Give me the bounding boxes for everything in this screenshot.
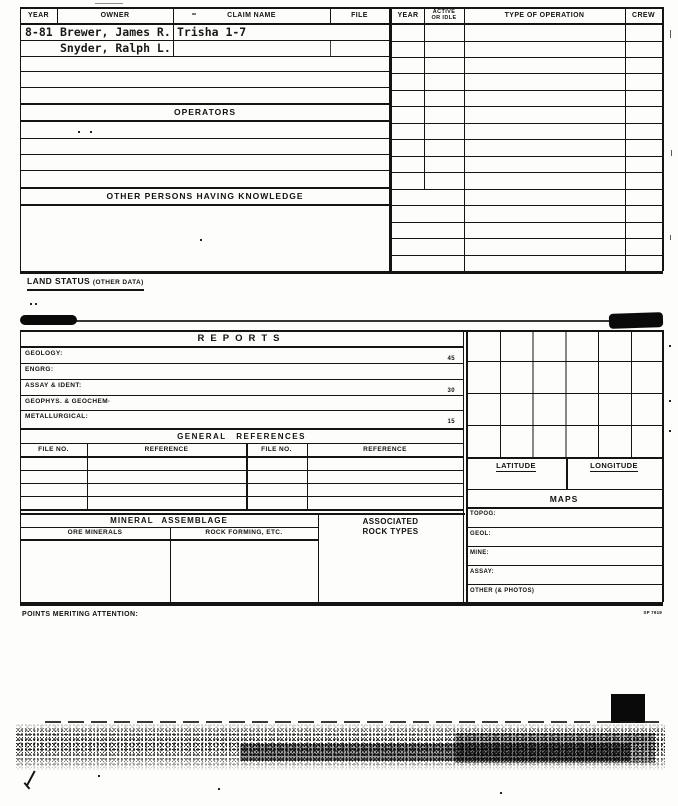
- points-meriting-attention-label: POINTS MERITING ATTENTION:: [22, 611, 139, 618]
- rule-h: [20, 539, 318, 541]
- scan-speck: [35, 303, 37, 305]
- rule-h: [20, 103, 390, 105]
- ore-minerals-header: ORE MINERALS: [67, 529, 123, 536]
- report-row-number: 30: [447, 388, 455, 394]
- rule-h: [466, 489, 662, 490]
- rule-h: [20, 7, 663, 9]
- scan-speck: [98, 775, 100, 777]
- rule-h: [20, 379, 463, 380]
- scan-speck: [95, 3, 123, 4]
- rule-h: [20, 346, 463, 348]
- other-persons-title: OTHER PERSONS HAVING KNOWLEDGE: [106, 191, 304, 201]
- rule-v: [170, 527, 171, 602]
- entry-year: 8-81: [25, 25, 53, 39]
- scan-speck: [669, 400, 671, 402]
- scan-dash-line: [45, 721, 662, 723]
- report-row-label: ASSAY & IDENT:: [25, 382, 82, 389]
- rule-h: [466, 527, 662, 528]
- rule-h: [20, 509, 463, 511]
- latitude-label: LATITUDE: [496, 461, 536, 470]
- entry-owner: Snyder, Ralph L.: [60, 41, 171, 55]
- rule-h: [466, 507, 662, 509]
- longitude-label-wrap: [566, 462, 662, 472]
- rule-h: [392, 189, 663, 190]
- scan-speck: [90, 131, 92, 133]
- rule-v: [330, 40, 331, 57]
- rule-h: [20, 120, 390, 122]
- report-row-label: GEOPHYS. & GEOCHEM·: [25, 398, 111, 405]
- report-row-label: ENGRG:: [25, 366, 54, 373]
- longitude-label: LONGITUDE: [590, 461, 638, 470]
- rule-h: [20, 271, 663, 274]
- rule-h: [466, 584, 662, 585]
- reports-title: REPORTS: [197, 333, 286, 344]
- scan-speck: [669, 430, 671, 432]
- rule-v: [424, 7, 425, 190]
- rule-h: [392, 57, 663, 58]
- rule-h: [20, 527, 318, 528]
- rule-v: [625, 7, 626, 271]
- rule-h: [20, 513, 465, 515]
- general-references-title: GENERAL REFERENCES: [177, 432, 306, 441]
- rule-h: [20, 428, 463, 430]
- rule-h: [20, 138, 390, 139]
- ops-header-active-line2: OR IDLE: [431, 15, 457, 21]
- rule-h: [392, 41, 663, 42]
- scan-speck: [200, 239, 202, 241]
- rule-v: [318, 513, 319, 602]
- rule-v: [463, 330, 464, 602]
- pen-squiggle: [26, 770, 35, 785]
- rule-h: [20, 71, 390, 72]
- land-status-text: LAND STATUS: [27, 276, 91, 286]
- rule-h: [20, 410, 463, 411]
- claims-header-file: FILE: [351, 12, 368, 19]
- rule-h: [20, 602, 663, 606]
- rule-h: [392, 139, 663, 140]
- ink-blob-right: [609, 312, 663, 329]
- report-row-number: 15: [447, 419, 455, 425]
- ops-header-crew: CREW: [632, 12, 655, 19]
- claims-header-owner: OWNER: [100, 12, 130, 19]
- land-status-label: [27, 277, 144, 291]
- fold-line: [22, 320, 662, 322]
- maps-row-label: TOPOG:: [470, 511, 496, 517]
- operators-title: OPERATORS: [173, 107, 237, 117]
- ops-header-year: YEAR: [397, 12, 419, 19]
- rock-forming-header: ROCK FORMING, ETC.: [205, 529, 283, 536]
- rule-h: [20, 56, 390, 57]
- report-row-label: GEOLOGY:: [25, 350, 63, 357]
- rule-h: [20, 87, 390, 88]
- scan-speck: [192, 13, 196, 15]
- mineral-assemblage-title: MINERAL ASSEMBLAGE: [110, 516, 228, 525]
- rule-h: [20, 204, 390, 206]
- scan-speck: [669, 345, 671, 347]
- rule-h: [392, 73, 663, 74]
- rule-h: [392, 123, 663, 124]
- entry-claim-name: Trisha 1-7: [177, 25, 247, 39]
- black-square-mark: [611, 694, 645, 723]
- rule-h: [20, 154, 390, 155]
- rule-v: [662, 330, 664, 602]
- latitude-label-wrap: [466, 462, 566, 472]
- rule-h: [20, 170, 390, 171]
- rule-v: [662, 7, 664, 271]
- maps-row-label: OTHER (& PHOTOS): [470, 588, 535, 594]
- rule-h: [466, 565, 662, 566]
- rule-h: [392, 90, 663, 91]
- scan-speck: [670, 235, 671, 240]
- rule-h: [466, 546, 662, 547]
- coordinate-grid: [468, 330, 662, 458]
- rule-h: [466, 458, 662, 459]
- maps-row-label: MINE:: [470, 550, 489, 556]
- scan-speck: [671, 150, 672, 156]
- scan-speck: [78, 131, 80, 133]
- claims-header-year: YEAR: [27, 12, 50, 19]
- ops-header-active-line1: ACTIVE: [432, 8, 456, 15]
- rule-h: [20, 187, 390, 189]
- scan-speck: [670, 30, 671, 38]
- associated-rock-types-line2: ROCK TYPES: [362, 527, 419, 536]
- scan-speck: [30, 303, 32, 305]
- scan-noise-core: [455, 733, 655, 763]
- rule-h: [392, 156, 663, 157]
- rule-h: [20, 363, 463, 364]
- maps-row-label: ASSAY:: [470, 569, 495, 575]
- rule-h: [392, 205, 663, 206]
- rule-h: [392, 222, 663, 223]
- rule-h: [392, 106, 663, 107]
- genref-col-header: REFERENCE: [363, 446, 407, 453]
- scan-speck: [500, 792, 502, 794]
- maps-title: MAPS: [549, 494, 579, 504]
- report-row-label: METALLURGICAL:: [25, 413, 89, 420]
- genref-col-header: FILE NO.: [38, 446, 69, 453]
- genref-col-header: REFERENCE: [144, 446, 189, 453]
- rule-h: [392, 238, 663, 239]
- rule-h: [392, 172, 663, 173]
- land-status-sub: (OTHER DATA): [92, 279, 144, 286]
- rule-v: [20, 7, 21, 271]
- genref-col-header: FILE NO.: [261, 446, 292, 453]
- associated-rock-types-line1: ASSOCIATED: [362, 517, 419, 526]
- ink-blob-left: [20, 315, 77, 325]
- rule-h: [20, 395, 463, 396]
- rule-h: [392, 255, 663, 256]
- rule-v: [464, 7, 465, 271]
- maps-row-label: GEOL:: [470, 531, 491, 537]
- claims-header-claim-name: CLAIM NAME: [227, 12, 276, 19]
- report-row-number: 45: [447, 356, 455, 362]
- form-number: SP 7919: [643, 610, 662, 615]
- rule-v: [20, 330, 21, 602]
- ops-header-type: TYPE OF OPERATION: [504, 12, 585, 19]
- entry-owner: Brewer, James R.: [60, 25, 171, 39]
- scan-speck: [218, 788, 220, 790]
